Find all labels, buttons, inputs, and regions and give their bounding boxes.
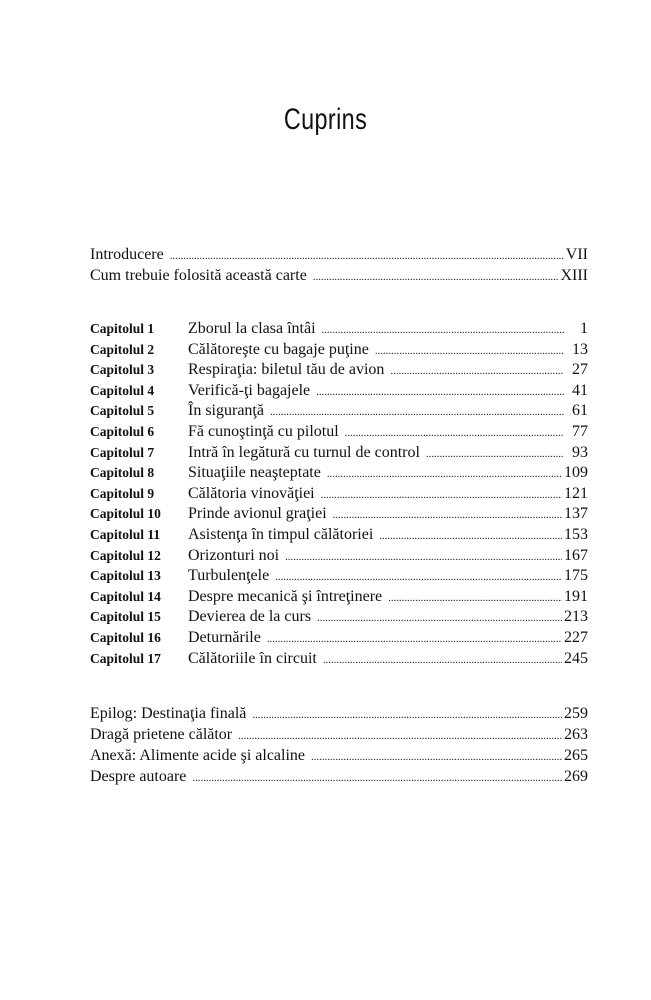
toc-chapter-9[interactable] <box>90 485 588 506</box>
chapter-page-number: 77 <box>572 422 588 440</box>
toc-entry-draga-prietene[interactable] <box>90 726 588 747</box>
entry-title: Dragă prietene călător <box>90 726 233 743</box>
chapter-title: Verifică-ţi bagajele <box>188 381 311 399</box>
dot-leader <box>379 530 562 542</box>
chapter-page-number: 61 <box>572 402 588 420</box>
dot-leader <box>323 654 562 666</box>
chapter-page-number: 175 <box>564 567 588 585</box>
dot-leader <box>192 772 562 784</box>
chapter-title: Despre mecanică şi întreţinere <box>188 587 383 605</box>
toc-intro-section <box>90 246 588 288</box>
chapter-title: Fă cunoştinţă cu pilotul <box>188 422 339 440</box>
dot-leader <box>285 551 562 563</box>
toc-chapter-8[interactable] <box>90 464 588 485</box>
toc-chapter-11[interactable] <box>90 526 588 547</box>
entry-page-number: XIII <box>560 267 588 284</box>
chapter-label: Capitolul 14 <box>90 588 161 604</box>
dot-leader <box>238 730 562 742</box>
chapter-title: Respiraţia: biletul tău de avion <box>188 361 385 379</box>
chapter-title: Turbulenţele <box>188 567 270 585</box>
entry-page-number: 259 <box>564 705 588 722</box>
toc-chapter-1[interactable] <box>90 320 588 341</box>
chapter-title: În siguranţă <box>188 402 264 420</box>
chapter-title: Prinde avionul graţiei <box>188 505 327 523</box>
chapter-page-number: 191 <box>564 587 588 605</box>
chapter-page-number: 121 <box>564 484 588 502</box>
toc-chapter-3[interactable] <box>90 361 588 382</box>
dot-leader <box>267 633 562 645</box>
toc-entry-cum-trebuie[interactable] <box>90 267 588 288</box>
dot-leader <box>252 709 562 721</box>
chapter-title: Asistenţa în timpul călătoriei <box>188 525 374 543</box>
chapter-label: Capitolul 13 <box>90 568 161 584</box>
dot-leader <box>317 612 562 624</box>
dot-leader <box>333 509 562 521</box>
toc-chapters-section <box>90 320 588 670</box>
dot-leader <box>275 571 562 583</box>
chapter-page-number: 27 <box>572 361 588 379</box>
chapter-title: Zborul la clasa întâi <box>188 320 316 337</box>
toc-chapter-14[interactable] <box>90 588 588 609</box>
chapter-page-number: 137 <box>564 505 588 523</box>
dot-leader <box>316 386 564 398</box>
dot-leader <box>426 448 564 460</box>
toc-chapter-4[interactable] <box>90 382 588 403</box>
chapter-page-number: 41 <box>572 381 588 399</box>
dot-leader <box>390 365 564 377</box>
chapter-page-number: 153 <box>564 525 588 543</box>
chapter-title: Călătoriile în circuit <box>188 649 317 667</box>
chapter-title: Deturnările <box>188 628 261 646</box>
dot-leader <box>313 271 559 283</box>
entry-title: Anexă: Alimente acide şi alcaline <box>90 747 306 764</box>
entry-title: Epilog: Destinaţia finală <box>90 705 247 722</box>
page-title: Cuprins <box>283 103 368 136</box>
toc-chapter-2[interactable] <box>90 341 588 362</box>
chapter-label: Capitolul 3 <box>90 362 155 378</box>
toc-chapter-6[interactable] <box>90 423 588 444</box>
chapter-page-number: 213 <box>564 608 588 626</box>
toc-chapter-7[interactable] <box>90 444 588 465</box>
chapter-label: Capitolul 5 <box>90 403 155 419</box>
chapter-label: Capitolul 2 <box>90 341 155 357</box>
chapter-title: Devierea de la curs <box>188 608 312 626</box>
dot-leader <box>327 468 562 480</box>
entry-page-number: 263 <box>564 726 588 743</box>
chapter-label: Capitolul 16 <box>90 629 161 645</box>
toc-chapter-17[interactable] <box>90 650 588 671</box>
chapter-label: Capitolul 4 <box>90 382 155 398</box>
chapter-page-number: 109 <box>564 464 588 482</box>
chapter-title: Călătoria vinovăţiei <box>188 484 315 502</box>
dot-leader <box>170 250 564 262</box>
chapter-title: Situaţiile neaşteptate <box>188 464 321 482</box>
entry-title: Cum trebuie folosită această carte <box>90 267 307 284</box>
dot-leader <box>345 427 564 439</box>
entry-title: Introducere <box>90 246 164 263</box>
toc-chapter-5[interactable] <box>90 402 588 423</box>
entry-title: Despre autoare <box>90 768 187 785</box>
chapter-title: Intră în legătură cu turnul de control <box>188 443 420 461</box>
entry-page-number: 265 <box>564 747 588 764</box>
toc-chapter-15[interactable] <box>90 608 588 629</box>
dot-leader <box>321 489 562 501</box>
dot-leader <box>322 324 564 336</box>
toc-entry-epilog[interactable] <box>90 705 588 726</box>
chapter-label: Capitolul 11 <box>90 526 161 542</box>
chapter-page-number: 1 <box>580 320 588 337</box>
chapter-page-number: 227 <box>564 628 588 646</box>
dot-leader <box>388 592 562 604</box>
chapter-page-number: 13 <box>572 340 588 358</box>
chapter-label: Capitolul 17 <box>90 650 161 666</box>
chapter-label: Capitolul 9 <box>90 485 155 501</box>
chapter-title: Orizonturi noi <box>188 546 280 564</box>
chapter-page-number: 167 <box>564 546 588 564</box>
chapter-page-number: 93 <box>572 443 588 461</box>
toc-chapter-10[interactable] <box>90 505 588 526</box>
toc-entry-despre-autoare[interactable] <box>90 768 588 789</box>
toc-chapter-13[interactable] <box>90 567 588 588</box>
chapter-label: Capitolul 15 <box>90 609 161 625</box>
dot-leader <box>311 751 562 763</box>
chapter-label: Capitolul 12 <box>90 547 161 563</box>
chapter-label: Capitolul 10 <box>90 506 161 522</box>
chapter-label: Capitolul 8 <box>90 465 155 481</box>
chapter-label: Capitolul 7 <box>90 444 155 460</box>
toc-chapter-16[interactable] <box>90 629 588 650</box>
entry-page-number: VII <box>565 246 588 263</box>
entry-page-number: 269 <box>564 768 588 785</box>
chapter-label: Capitolul 6 <box>90 423 155 439</box>
chapter-page-number: 245 <box>564 649 588 667</box>
chapter-title: Călătoreşte cu bagaje puţine <box>188 340 369 358</box>
dot-leader <box>375 345 564 357</box>
toc-end-section <box>90 705 588 789</box>
toc-entry-introducere[interactable] <box>90 246 588 267</box>
toc-chapter-12[interactable] <box>90 547 588 568</box>
dot-leader <box>270 406 564 418</box>
toc-entry-anexa[interactable] <box>90 747 588 768</box>
chapter-label: Capitolul 1 <box>90 321 155 336</box>
